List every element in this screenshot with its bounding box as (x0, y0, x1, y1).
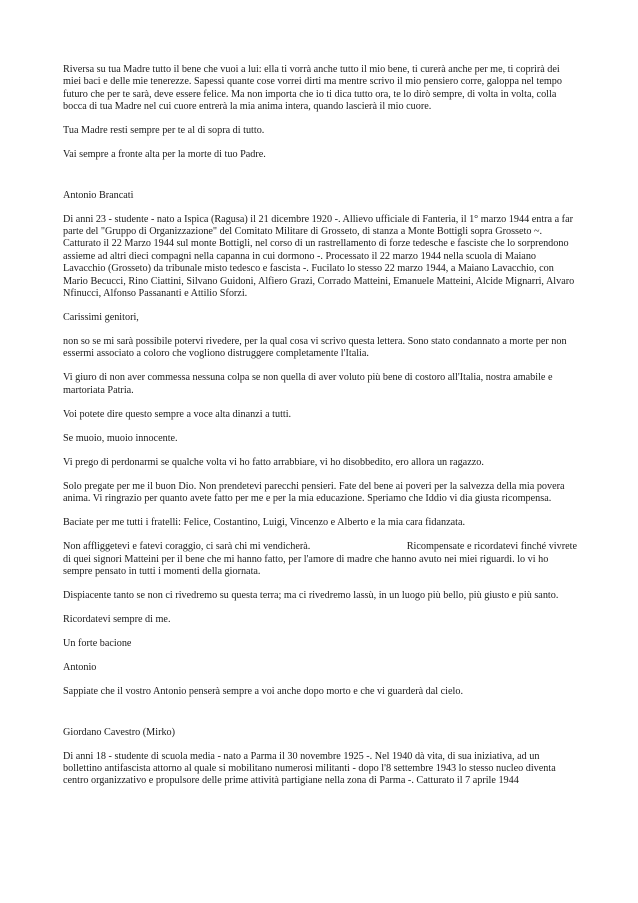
paragraph-pray: Solo pregate per me il buon Dio. Non prendetevi parecchi pensieri. Fate del bene ai poveri per la salvezza della mia povera anima. Vi ringrazio per quanto avete fatto per me e per la mia educazione. Speriamo che Iddio vi dia giusta ricompensa. (63, 480, 565, 505)
courage-rest-text: di quei signori Matteini per il bene che mi hanno fatto, per l'amore di madre che hanno avuto nei miei riguardi. lo vi ho sempre pensato in tutti i momenti della giornata. (63, 553, 549, 578)
courage-left-text: Non affliggetevi e fatevi coraggio, ci sarà chi mi vendicherà. (63, 541, 311, 553)
paragraph-signature: Antonio (63, 662, 97, 674)
paragraph-say-aloud: Voi potete dire questo sempre a voce alta dinanzi a tutti. (63, 408, 292, 420)
paragraph-die-innocent: Se muoio, muoio innocente. (63, 432, 178, 444)
paragraph-kiss: Un forte bacione (63, 638, 132, 650)
section-heading-antonio-brancati: Antonio Brancati (63, 189, 134, 201)
paragraph-remember-me: Ricordatevi sempre di me. (63, 614, 171, 626)
paragraph-courage (63, 541, 577, 578)
section-heading-giordano-cavestro: Giordano Cavestro (Mirko) (63, 726, 176, 738)
paragraph-biography-brancati: Di anni 23 - studente - nato a Ispica (Ragusa) il 21 dicembre 1920 -. Allievo ufficiale di Fanteria, il 1° marzo 1944 entra a far parte del "Gruppo di Organizzazione" del Comitato Militare di Grosseto, di stanza a Monte Bottigli sopra Grosseto ~. Catturato il 22 Marzo 1944 sul monte Bottigli, nel corso di un rastrellamento di forze tedesche e fasciste che lo sorprendono assieme ad altri dieci compagni nella capanna in cui dormono -. Processato il 22 marzo 1944 nella scuola di Maiano Lavacchio (Grosseto) da tribunale misto tedesco e fascista -. Fucilato lo stesso 22 marzo 1944, a Maiano Lavacchio, con Mario Becucci, Rino Ciattini, Silvano Guidoni, Alfiero Grazi, Corrado Matteini, Emanuele Matteini, Alcide Mignarri, Alvaro Nfinucci, Alfonso Passananti e Attilio Sforzi. (63, 213, 575, 300)
paragraph-forgiveness: Vi prego di perdonarmi se qualche volta vi ho fatto arrabbiare, vi ho disobbedito, ero allora un ragazzo. (63, 456, 484, 468)
paragraph-salutation: Carissimi genitori, (63, 312, 139, 324)
courage-right-text: Ricompensate e ricordatevi finché vivrete (406, 541, 577, 553)
paragraph-letter-opening: non so se mi sarà possibile potervi rivedere, per la qual cosa vi scrivo questa lettera. Sono stato condannato a morte per non essermi associato a coloro che vogliono distruggere completamente l'Italia. (63, 336, 567, 360)
courage-first-line (63, 541, 577, 553)
document-body (63, 64, 577, 799)
paragraph-mother-above-all: Tua Madre resti sempre per te al di sopra di tutto. (63, 125, 265, 137)
paragraph-meet-again: Dispiacente tanto se non ci rivedremo su questa terra; ma ci rivedremo lassù, in un luogo più bello, più giusto e più santo. (63, 590, 559, 602)
paragraph-head-high: Vai sempre a fronte alta per la morte di tuo Padre. (63, 149, 266, 161)
paragraph-letter-closing: Riversa su tua Madre tutto il bene che vuoi a lui: ella ti vorrà anche tutto il mio bene, ti curerà anche per me, ti coprirà dei miei baci e delle mie tenerezze. Sapessi quante cose vorrei dirti ma mentre scrivo il mio pensiero corre, galoppa nel tempo futuro che per te sarà, deve essere felice. Ma non importa che io ti dica tutto ora, te lo dirò sempre, di volta in volta, colla bocca di tua Madre nel cui cuore entrerà la mia anima intera, quando lascierà il mio cuore. (63, 64, 562, 113)
paragraph-oath-innocence: Vi giuro di non aver commessa nessuna colpa se non quella di aver voluto più bene di costoro all'Italia, nostra amabile e martoriata Patria. (63, 372, 553, 396)
paragraph-postscript: Sappiate che il vostro Antonio penserà sempre a voi anche dopo morto e che vi guarderà dal cielo. (63, 686, 464, 698)
paragraph-kiss-brothers: Baciate per me tutti i fratelli: Felice, Costantino, Luigi, Vincenzo e Alberto e la mia cara fidanzata. (63, 517, 466, 529)
paragraph-biography-cavestro: Di anni 18 - studente di scuola media - nato a Parma il 30 novembre 1925 -. Nel 1940 dà vita, di sua iniziativa, ad un bollettino antifascista attorno al quale si mobilitano numerosi militanti - dopo l'8 settembre 1943 lo stesso nucleo diventa centro organizzativo e propulsore delle prime attività partigiane nella zona di Parma -. Catturato il 7 aprile 1944 (63, 750, 556, 787)
